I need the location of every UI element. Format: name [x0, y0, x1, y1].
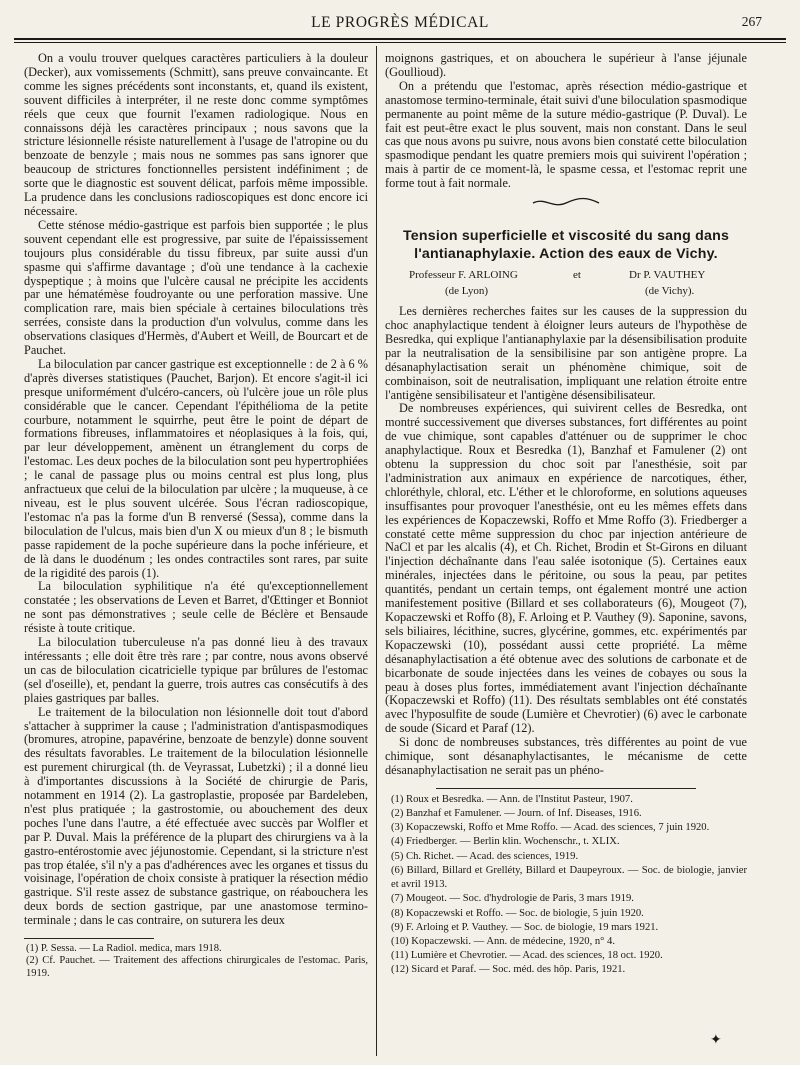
body-paragraph: Cette sténose médio-gastrique est parfois bien supportée ; le plus souvent cependant elle est progressive, par suite de l'épaississement toujours plus considérable du tissu fibreux, par suite aussi d'un spasme qui s'affirme davantage ; d'où une tendance à la cachexie dyspeptique ; à moins que l'ulcère causal ne précipite les accidents par une hématémèse foudroyante ou une perforation massive. Une complication rare, mais bien spéciale à certaines biloculations très serrées, consiste dans la production d'un volvulus, comme dans les observations clasiques d'Hermès, d'Aubert et Weill, de Bourcart et de Pauchet. [24, 217, 368, 358]
footnote: (2) Cf. Pauchet. — Traitement des affections chirurgicales de l'estomac. Paris, 1919. [26, 955, 368, 979]
footnote-rule [24, 938, 154, 939]
left-footnotes [24, 943, 368, 980]
footnote-rule [436, 788, 696, 789]
footnote: (5) Ch. Richet. — Acad. des sciences, 1919. [391, 850, 579, 862]
body-paragraph: Si donc de nombreuses substances, très différentes au point de vue chimique, sont désanaphylactisantes, le mécanisme de cette désanaphylactisation ne serait pas un phéno- [385, 735, 747, 777]
footnote: (8) Kopaczewski et Roffo. — Soc. de biologie, 5 juin 1920. [391, 907, 644, 919]
article-title-line: l'antianaphylaxie. Action des eaux de Vichy. [414, 246, 718, 263]
right-footnotes [385, 793, 747, 978]
author-joiner: et [573, 269, 581, 282]
body-paragraph: La biloculation tuberculeuse n'a pas donné lieu à des travaux intéressants ; elle doit être très rare ; par contre, nous avons observé un cas de biloculation cicatricielle typique par brûlures de l'estomac (sel d'oseille), et, pendant la guerre, trois autres cas consécutifs à des plaies gastriques par balles. [24, 635, 368, 705]
body-paragraph: Le traitement de la biloculation non lésionnelle doit tout d'abord s'attacher à supprimer la cause ; l'administration d'antispasmodiques (bromures, atropine, papavérine, benzoate de benzyle) donne souvent des résultats favorables. Le traitement de la biloculation lésionnelle est purement chirurgical (th. de Veyrassat, Lubetzki) ; il a donné lieu à d'importantes discussions à la Société de chirurgie de Paris, notamment en 1914 (2). La gastroplastie, proposée par Bardeleben, n'est plus pratiquée ; la gastrostomie, ou abouchement des deux poches l'une dans l'autre, a été effectuée avec succès par Wolfler et par P. Duval. Mais la préférence de la plupart des chirurgiens va à la gastro-entérostomie avec jéjunostomie. Cependant, si la stricture n'est pas trop étalée, s'il n'y a pas d'adhérences avec les organes et tissus du voisinage, l'opération de choix consiste à pratiquer la résection médio gastrique. S'il reste assez de substance gastrique, on réabouchera les deux bords de section gastrique, par une anastomose termino-terminale ; dans le cas contraire, on suturera les deux [24, 704, 368, 928]
footnote: (3) Kopaczewski, Roffo et Mme Roffo. — Acad. des sciences, 7 juin 1920. [391, 822, 710, 834]
body-paragraph: On a voulu trouver quelques caractères particuliers à la douleur (Decker), aux vomissements (Schmitt), sans preuve convaincante. Et comme les signes précédents sont inconstants, et, quand ils existent, souvent difficiles à interpréter, il ne reste donc comme symptômes réels que ceux que fournit l'examen radiologique. Nous en connaissons déjà les caractères principaux ; nous savons que la stricture lésionnelle résiste naturellement à l'usage de l'atropine ou du benzoate de benzyle ; mais nous ne sommes pas sans ignorer que beaucoup de strictures fonctionnelles persistent indéfiniment ; de sorte que le diagnostic est souvent délicat, parfois même impossible. La prudence dans les conclusions radioscopiques est donc encore ici nécessaire. [24, 51, 368, 218]
footnote: (11) Lumière et Chevrotier. — Acad. des sciences, 18 oct. 1920. [391, 950, 663, 962]
author-affiliation: (de Vichy). [645, 285, 695, 298]
article-title [385, 227, 747, 263]
footnote: (10) Kopaczewski. — Ann. de médecine, 1920, n° 4. [391, 935, 615, 947]
author-affiliation: (de Lyon) [445, 285, 489, 298]
right-column [385, 52, 747, 978]
header-rule-thin [14, 42, 786, 43]
footnote: (9) F. Arloing et P. Vauthey. — Soc. de biologie, 19 mars 1921. [391, 921, 659, 933]
footnote: (4) Friedberger. — Berlin klin. Wochenschr., t. XLIX. [391, 836, 620, 848]
journal-title: LE PROGRÈS MÉDICAL [311, 14, 489, 31]
ornament-star-icon: ✦ [710, 1032, 722, 1048]
footnote: (6) Billard, Billard et Grelléty, Billard et Daupeyroux. — Soc. de biologie, janvier et avril 1913. [391, 864, 747, 891]
left-column [24, 52, 368, 980]
ornament-divider [385, 197, 747, 211]
body-paragraph: On a prétendu que l'estomac, après résection médio-gastrique et anastomose termino-terminale, était suivi d'une biloculation spasmodique permanente au point même de la suture médio-gastrique (P. Duval). Le fait est peut-être exact le plus souvent, mais non constant. Dans le seul cas que nous avons pu suivre, nous avons bien constaté cette biloculation spasmodique pendant les quatre premiers mois qui suivirent l'opération ; mais à partir de ce moment-là, le spasme cessa, et l'estomac reprit une forme tout à fait normale. [385, 78, 747, 191]
footnote: (1) P. Sessa. — La Radiol. medica, mars 1918. [26, 943, 222, 955]
body-paragraph: La biloculation syphilitique n'a été qu'exceptionnellement constatée ; les observations de Leven et Barret, d'Œttinger et Bonniot ne sont pas démonstratives ; seule celle de Béclère et Bensaude résiste à toute critique. [24, 579, 368, 636]
author-name: Professeur F. ARLOING [409, 269, 518, 282]
footnote: (12) Sicard et Paraf. — Soc. méd. des hôp. Paris, 1921. [391, 964, 626, 976]
page-number: 267 [741, 14, 762, 29]
footnote: (1) Roux et Besredka. — Ann. de l'Institut Pasteur, 1907. [391, 793, 633, 805]
body-paragraph: La biloculation par cancer gastrique est exceptionnelle : de 2 à 6 % d'après diverses statistiques (Pauchet, Barjon). Et encore s'agit-il ici presque uniformément d'ulcéro-cancers, où l'ulcère joue un rôle plus considérable que le cancer. Cependant l'épithélioma de la petite courbure, notamment le squirrhe, peut être le point de départ de formations fibreuses, inflammatoires et néoplasiques à la fois, qui, par leur développement, amènent un étranglement du corps de l'estomac. Les deux poches de la biloculation sont peu hypertrophiées ; le canal de passage plus ou moins central est plus long, plus anfractueux que celui de la biloculation par ulcère ; la muqueuse, à ce niveau, est le plus souvent ulcérée. Sous l'écran radioscopique, l'estomac n'a pas la forme d'un B renversé (Sessa), comme dans la biloculation de l'ulcus, mais bien d'un X ou mieux d'un 8 ; le bismuth passe rapidement de la poche supérieure dans la poche inférieure, et de là dans le duodénum ; les ondes contractiles sont rares, par suite de la rigidité des parois (1). [24, 356, 368, 580]
column-divider [376, 46, 377, 1056]
article-title-line: Tension superficielle et viscosité du sang dans [402, 228, 730, 245]
body-paragraph: Les dernières recherches faites sur les causes de la suppression du choc anaphylactique tendent à éloigner leurs auteurs de l'hypothèse de Besredka, qui explique l'antianaphylaxie par la désensibilisation produite par la neutralisation de la sensibilisine par son antigène propre. La désanaphylactisation serait un phénomène chimique, soit de combinaison, soit de neutralisation, impliquant une relation étroite entre l'antigène sensibilisateur et l'antigène désensibilisateur. [385, 304, 747, 402]
body-paragraph: moignons gastriques, et on abouchera le supérieur à l'anse jéjunale (Goullioud). [385, 51, 747, 79]
author-name: Dr P. VAUTHEY [629, 269, 706, 282]
footnote: (2) Banzhaf et Famulener. — Journ. of Inf. Diseases, 1916. [391, 808, 642, 820]
flourish-icon [531, 197, 601, 209]
header-rule [14, 38, 786, 40]
author-block [385, 269, 747, 305]
running-header [0, 14, 800, 36]
body-paragraph: De nombreuses expériences, qui suivirent celles de Besredka, ont montré successivement que diverses substances, fort différentes au point de vue chimique, sont capables d'atténuer ou de supprimer le choc anaphylactique. Roux et Besredka (1), Banzhaf et Famulener (2) ont obtenu la suppression du choc soit par l'anesthésie, soit par l'administration aux animaux en expérience de narcotiques, éther, chloréthyle, chloral, etc. L'éther et le chloroforme, en solutions aqueuses insuffisantes pour provoquer l'anesthésie, ont eu les mêmes effets dans les expériences de Kopaczewski, Roffo et Mme Roffo (3). Friedberger a constaté cette même suppression du choc par injection antérieure de NaCl et par les alcalis (4), et Ch. Richet, Brodin et St-Girons en diluant l'injection déchaînante dans l'eau salée isotonique (5). Certaines eaux minérales, injectées dans le péritoine, ou sous la peau, par petites quantités, pendant un certain temps, ont également montré une action manifestement positive (Billard et ses collaborateurs (6), Mougeot (7), Kopaczewski et Roffo (8), F. Arloing et P. Vauthey (9). Saponine, savons, sels biliaires, lécithine, sucres, glycérine, gommes, etc. expérimentés par Kopaczewski (10), possédant aussi cette propriété. La même désanaphylactisation a été obtenue avec des solutions de carbonate et de bicarbonate de soude injectées dans les veines de cobayes ou sous la peau à doses plus fortes, immédiatement avant l'injection déchaînante (Kopaczewski et Roffo) (11). Des résultats semblables ont été constatés avec l'hyposulfite de soude (Lumière et Chevrotier) (6) avec le carbonate de soude (Sicard et Paraf (12). [385, 401, 747, 736]
footnote: (7) Mougeot. — Soc. d'hydrologie de Paris, 3 mars 1919. [391, 893, 634, 905]
